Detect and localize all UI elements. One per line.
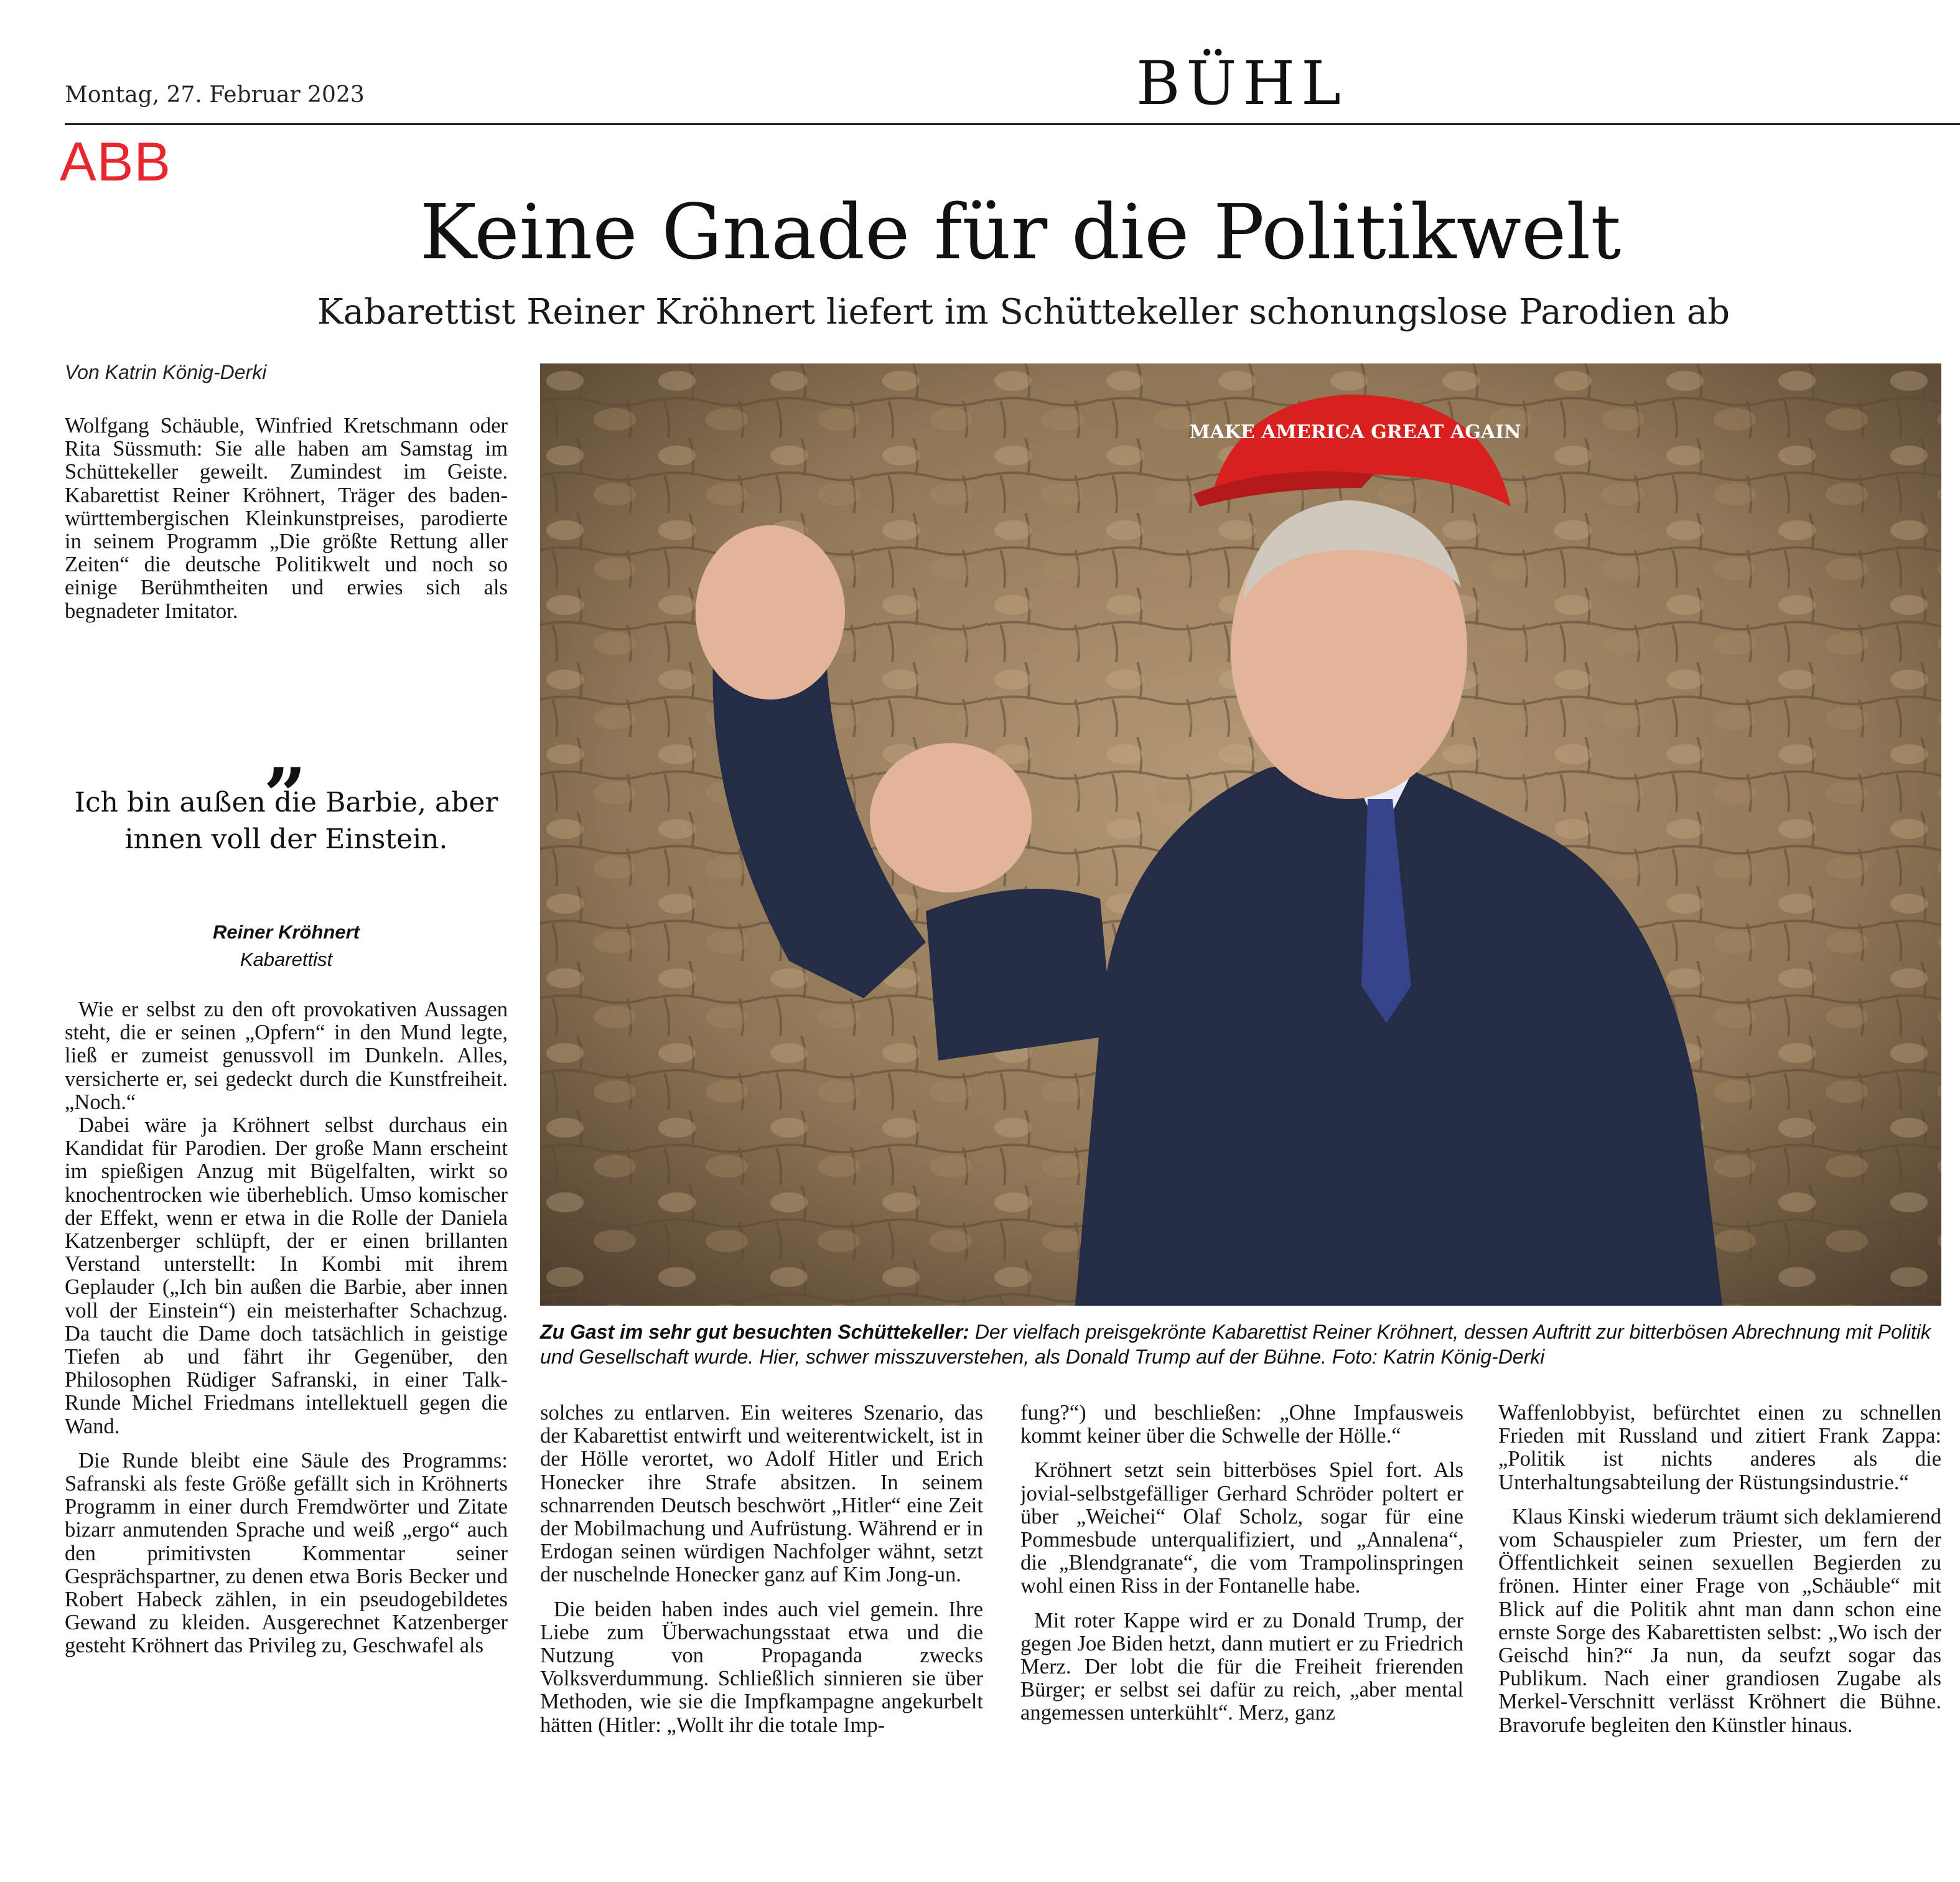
abbreviation-tag: ABB <box>60 131 172 192</box>
text-column-1 <box>65 998 508 1860</box>
right-fist <box>870 743 1032 892</box>
photo-caption <box>540 1319 1941 1369</box>
left-fist <box>696 525 845 700</box>
lead-paragraph <box>65 414 508 713</box>
issue-date: Montag, 27. Februar 2023 <box>65 82 365 108</box>
section-title: BÜHL <box>1136 49 1347 118</box>
article-photo <box>540 363 1941 1306</box>
caption-lead: Zu Gast im sehr gut besuchten Schüttekeller: <box>540 1321 969 1343</box>
paragraph: fung?“) und beschließen: „Ohne Impfausweis kommt keiner über die Schwelle der Hölle.“ <box>1020 1402 1463 1448</box>
text-column-3 <box>1020 1402 1463 1860</box>
paragraph: Dabei wäre ja Kröhnert selbst durchaus ein Kandidat für Parodien. Der große Mann erscheint im spießigen Anzug mit Bügelfalten, wirkt so knochentrocken wie überheblich. Umso komischer der Effekt, wenn er etwa in die Rolle der Daniela Katzenberger schlüpft, der er einen brillanten Verstand unterstellt: In Kombi mit ihrem Geplauder („Ich bin außen die Barbie, aber innen voll der Einstein“) ein meisterhafter Schachzug. Da taucht die Dame doch tatsächlich in geistige Tiefen ab und fährt ihr Gegenüber, den Philosophen Rüdiger Safranski, in einer Talk-Runde Michel Friedmans intellektuell gegen die Wand. <box>65 1113 508 1438</box>
photo-illustration <box>540 363 1941 1306</box>
right-sleeve <box>926 889 1113 1060</box>
paragraph: Mit roter Kappe wird er zu Donald Trump, der gegen Joe Biden hetzt, dann mutiert er zu Friedrich Merz. Der lobt die für die Freiheit frierenden Bürger; er selbst sei dafür zu reich, „aber mental angemessen unterkühlt“. Merz, ganz <box>1020 1608 1463 1725</box>
pull-quote: Ich bin außen die Barbie, aber innen voll der Einstein. <box>74 787 498 855</box>
lead-text: Wolfgang Schäuble, Winfried Kretschmann oder Rita Süssmuth: Sie alle haben am Samstag im Schüttekeller geweilt. Zumindest im Geiste. Kabarettist Reiner Kröhnert, Träger des baden-württembergischen Kleinkunstpreises, parodierte in seinem Programm „Die größte Rettung aller Zeiten“ die deutsche Politikwelt und noch so einige Berühmtheiten und erwies sich als begnadeter Imitator. <box>65 414 508 623</box>
cap-slogan: MAKE AMERICA GREAT AGAIN <box>1189 421 1521 443</box>
quote-mark-icon: „ <box>264 709 308 797</box>
paragraph: Die beiden haben indes auch viel gemein. Ihre Liebe zum Überwachungsstaat etwa und die Nutzung von Propaganda zwecks Volksverdummung. Schließlich sinnieren sie über Methoden, wie sie die Impfkampagne angekurbelt hätten (Hitler: „Wollt ihr die totale Imp- <box>540 1597 983 1737</box>
text-column-4 <box>1498 1402 1941 1860</box>
masthead-rule <box>65 123 1960 125</box>
paragraph: Waffenlobbyist, befürchtet einen zu schnellen Frieden mit Russland und zitiert Frank Zappa: „Politik ist nichts anderes als die Unterhaltungsabteilung der Rüstungsindustrie.“ <box>1498 1402 1941 1494</box>
paragraph: Klaus Kinski wiederum träumt sich deklamierend vom Schauspieler zum Priester, um fern der Öffentlichkeit seinen sexuellen Begierden zu frönen. Hinter einer Frage von „Schäuble“ mit Blick auf die Politik ahnt man dann schon eine ernste Sorge des Kabarettisten selbst: „Wo isch der Geischd hin?“ Ja nun, da seufzt sogar das Publikum. Nach einer grandiosen Zugabe als Merkel-Verschnitt verlässt Kröhnert die Bühne. Bravorufe begleiten den Künstler hinaus. <box>1498 1504 1941 1737</box>
article-subheadline: Kabarettist Reiner Kröhnert liefert im Schüttekeller schonungslose Parodien ab <box>317 292 1730 332</box>
quote-author-role: Kabarettist <box>240 948 333 970</box>
caption-text: Der vielfach preisgekrönte Kabarettist Reiner Kröhnert, dessen Auftritt zur bitterbösen Abrechnung mit Politik und Gesellschaft wurde. Hier, schwer misszuverstehen, als Donald Trump auf der Bühne. Foto: Katrin König-Derki <box>540 1321 1931 1368</box>
paragraph: Wie er selbst zu den oft provokativen Aussagen steht, die er seinen „Opfern“ in den Mund legte, ließ er zumeist genussvoll im Dunkeln. Alles, versicherte er, sei gedeckt durch die Kunstfreiheit. „Noch.“ <box>65 998 508 1114</box>
paragraph: solches zu entlarven. Ein weiteres Szenario, das der Kabarettist entwirft und weiterentwickelt, ist in der Hölle verortet, wo Adolf Hitler und Erich Honecker ihre Strafe absitzen. In seinem schnarrenden Deutsch beschwört „Hitler“ eine Zeit der Mobilmachung und Aufrüstung. Während er in Erdogan seinen würdigen Nachfolger wähnt, setzt der nuschelnde Honecker ganz auf Kim Jong-un. <box>540 1402 983 1587</box>
paragraph: Die Runde bleibt eine Säule des Programms: Safranski als feste Größe gefällt sich in Kröhnerts Programm in einer durch Fremdwörter und Zitate bizarr anmutenden Sprache und weiß „ergo“ auch den primitivsten Kommentar seiner Gesprächspartner, zu denen etwa Boris Becker und Robert Habeck zählen, in ein pseudogebildetes Gewand zu kleiden. Ausgerechnet Katzenberger gesteht Kröhnert das Privileg zu, Geschwafel als <box>65 1448 508 1658</box>
article-headline: Keine Gnade für die Politikwelt <box>419 188 1622 276</box>
text-column-2 <box>540 1402 983 1860</box>
quote-author: Reiner Kröhnert <box>213 921 360 943</box>
byline: Von Katrin König-Derki <box>65 361 267 383</box>
paragraph: Kröhnert setzt sein bitterböses Spiel fort. Als jovial-selbstgefälliger Gerhard Schröder poltert er über „Weichei“ Olaf Scholz, sogar für eine Pommesbude unterqualifiziert, und „Annalena“, die „Blendgranate“, die vom Trampolinspringen wohl einen Riss in der Fontanelle habe. <box>1020 1458 1463 1598</box>
